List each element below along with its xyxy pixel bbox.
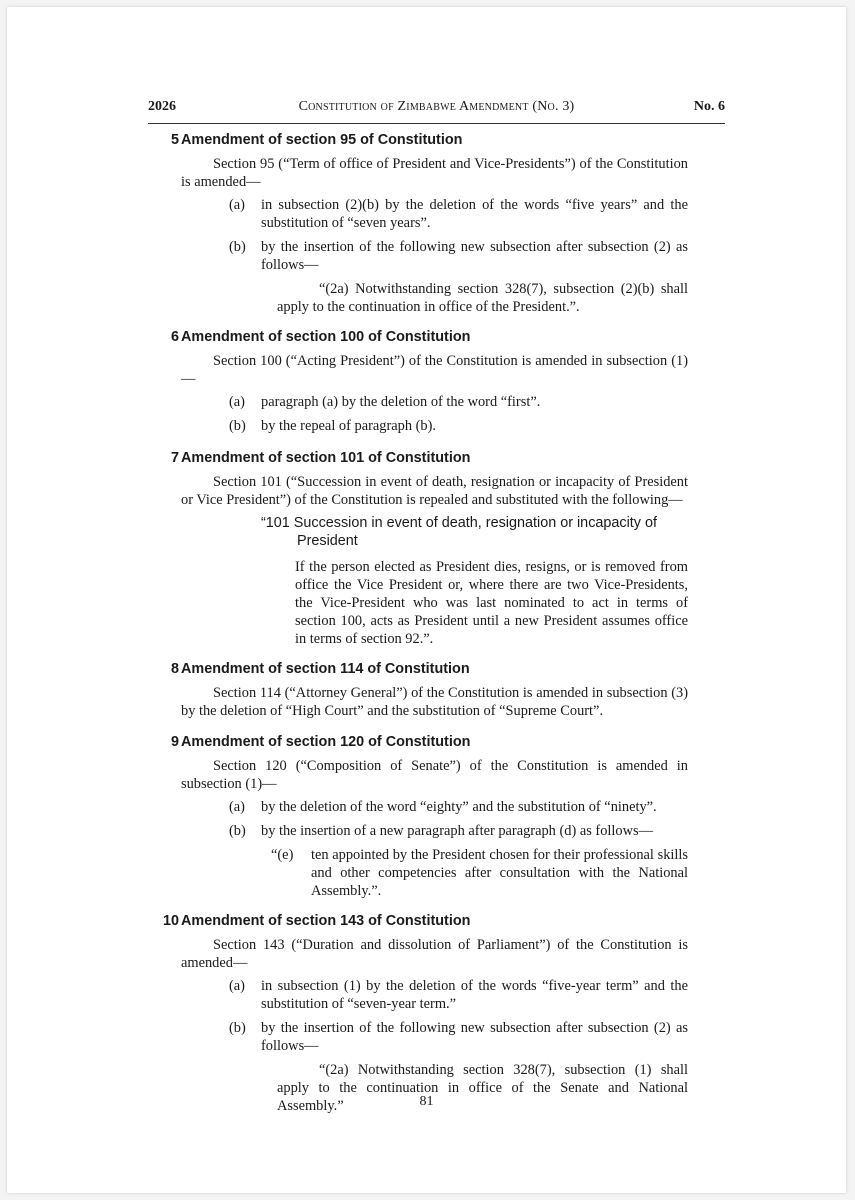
- paragraph-a: [181, 393, 688, 411]
- section-title: Amendment of section 95 of Constitution: [181, 132, 463, 148]
- section-number: 7: [170, 450, 179, 466]
- paragraph-label: “(e): [271, 847, 294, 863]
- section-title: Amendment of section 100 of Constitution: [181, 329, 471, 345]
- paragraph-label: (a): [229, 799, 245, 815]
- section-title: Amendment of section 120 of Constitution: [181, 734, 471, 750]
- paragraph-b: [181, 1019, 688, 1055]
- substituted-heading-line-1: “101 Succession in event of death, resignation or incapacity of: [261, 515, 657, 531]
- paragraph-text: by the repeal of paragraph (b).: [261, 418, 436, 434]
- paragraph-label: (a): [229, 394, 245, 410]
- paragraph-text: by the deletion of the word “eighty” and the substitution of “ninety”.: [261, 799, 657, 815]
- paragraph-text: paragraph (a) by the deletion of the word “first”.: [261, 394, 541, 410]
- paragraph-text: in subsection (1) by the deletion of the words “five-year term” and the substitution of “seven-year term.”: [261, 978, 688, 1012]
- page-header: [148, 97, 725, 124]
- section-title: Amendment of section 114 of Constitution: [181, 661, 470, 677]
- paragraph-b: [181, 238, 688, 274]
- section-heading: [162, 912, 688, 930]
- substituted-text: If the person elected as President dies, resigns, or is removed from office the Vice President or, where there are two Vice-Presidents, the Vice-President who was last nominated to act in terms of section 100, acts as President until a new President assumes office in terms of section 92.”.: [295, 559, 688, 647]
- header-year: 2026: [148, 99, 176, 114]
- page-number: 81: [419, 1094, 434, 1109]
- document-page: [7, 7, 846, 1193]
- paragraph-a: [181, 196, 688, 232]
- paragraph-a: [181, 977, 688, 1013]
- section-7: [170, 449, 688, 648]
- paragraph-text: by the insertion of the following new subsection after subsection (2) as follows—: [261, 239, 688, 273]
- section-number: 6: [170, 329, 179, 345]
- section-heading: [170, 449, 688, 467]
- section-intro: Section 114 (“Attorney General”) of the Constitution is amended in subsection (3) by the deletion of “High Court” and the substitution of “Supreme Court”.: [181, 685, 688, 719]
- section-heading: [170, 660, 688, 678]
- section-number: 5: [170, 132, 179, 148]
- section-intro: Section 100 (“Acting President”) of the Constitution is amended in subsection (1)—: [181, 353, 688, 387]
- inserted-subsection: “(2a) Notwithstanding section 328(7), subsection (2)(b) shall apply to the continuation in office of the President.”.: [277, 281, 688, 315]
- paragraph-label: (b): [229, 239, 246, 255]
- paragraph-text: ten appointed by the President chosen for their professional skills and other competencies after consultation with the National Assembly.”.: [311, 847, 688, 899]
- section-intro: Section 101 (“Succession in event of death, resignation or incapacity of President or Vice President”) of the Constitution is repealed and substituted with the following—: [181, 474, 688, 508]
- paragraph-text: in subsection (2)(b) by the deletion of the words “five years” and the substitution of “seven years”.: [261, 197, 688, 231]
- paragraph-label: (a): [229, 978, 245, 994]
- paragraph-label: (b): [229, 418, 246, 434]
- section-5: [170, 131, 688, 316]
- section-6: [170, 328, 688, 435]
- paragraph-b: [181, 417, 688, 435]
- section-intro: Section 143 (“Duration and dissolution of Parliament”) of the Constitution is amended—: [181, 937, 688, 971]
- section-8: [170, 660, 688, 720]
- section-10: [162, 912, 688, 1115]
- paragraph-text: by the insertion of the following new subsection after subsection (2) as follows—: [261, 1020, 688, 1054]
- section-number: 8: [170, 661, 179, 677]
- header-number: No. 6: [693, 99, 725, 114]
- inserted-subsection: “(2a) Notwithstanding section 328(7), subsection (1) shall apply to the continuation in office of the Senate and National Assembly.”: [277, 1062, 688, 1114]
- section-number: 9: [170, 734, 179, 750]
- header-title: Constitution of Zimbabwe Amendment (No. 3): [298, 99, 575, 114]
- substituted-section-text: [295, 558, 688, 648]
- section-9: [170, 733, 688, 900]
- inserted-paragraph-e: [181, 846, 688, 900]
- paragraph-b: [181, 822, 688, 840]
- section-heading: [170, 328, 688, 346]
- section-heading: [170, 733, 688, 751]
- substituted-heading-line-2: President: [297, 533, 358, 549]
- document-body: [162, 131, 688, 1119]
- substituted-section-heading: [261, 514, 688, 550]
- section-intro: Section 95 (“Term of office of President and Vice-Presidents”) of the Constitution is amended—: [181, 156, 688, 190]
- paragraph-label: (b): [229, 1020, 246, 1036]
- section-heading: [170, 131, 688, 149]
- paragraph-a: [181, 798, 688, 816]
- section-number: 10: [162, 913, 179, 929]
- paragraph-label: (b): [229, 823, 246, 839]
- paragraph-text: by the insertion of a new paragraph after paragraph (d) as follows—: [261, 823, 653, 839]
- section-title: Amendment of section 101 of Constitution: [181, 450, 471, 466]
- section-intro: Section 120 (“Composition of Senate”) of the Constitution is amended in subsection (1)—: [181, 758, 688, 792]
- section-title: Amendment of section 143 of Constitution: [181, 913, 471, 929]
- paragraph-label: (a): [229, 197, 245, 213]
